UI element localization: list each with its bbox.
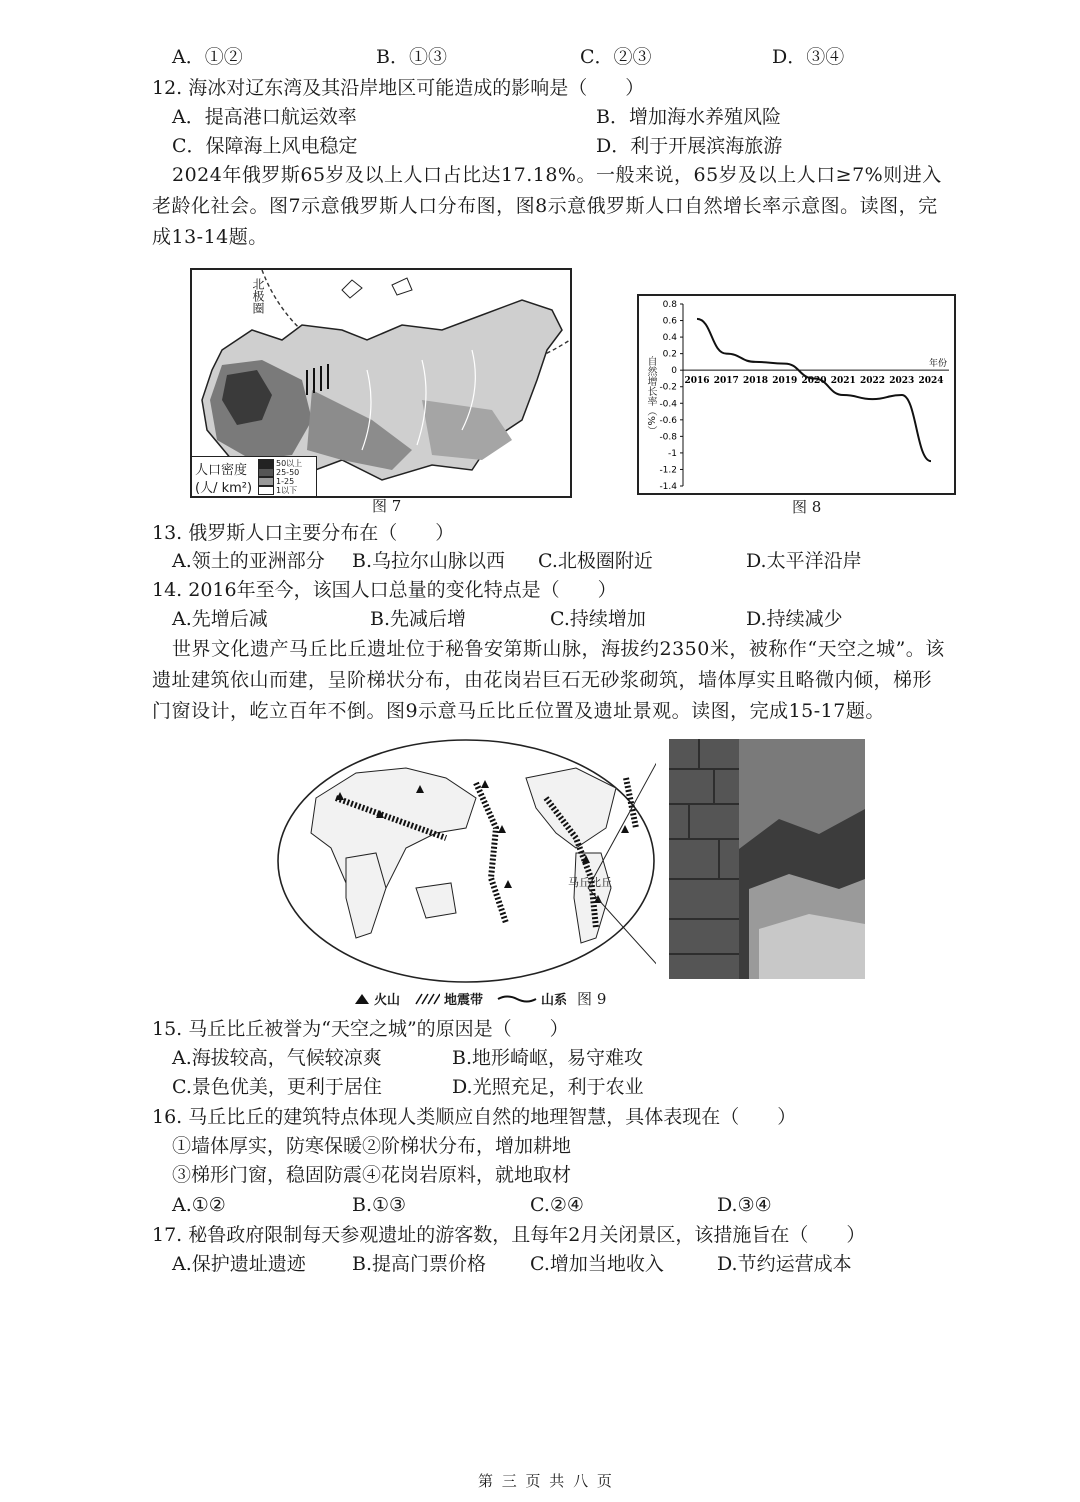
- y-tick-label: -0.2: [659, 382, 677, 393]
- fig7-legend: [192, 456, 317, 497]
- q11-option-d: D．③④: [772, 46, 845, 68]
- y-tick-label: 0: [671, 366, 677, 377]
- x-tick-label: 2024: [918, 376, 944, 387]
- q17-option-a: A.保护遗址遗迹: [172, 1253, 306, 1275]
- intro-13-14: 2024年俄罗斯65岁及以上人口占比达17.18%。一般来说，65岁及以上人口≥7%则进入老龄化社会。图7示意俄罗斯人口分布图，图8示意俄罗斯人口自然增长率示意图。读图，完成13-14题。: [152, 164, 942, 248]
- legend-volcano: 火山: [374, 993, 401, 1008]
- figure-9-world-map: [276, 738, 656, 984]
- figure-7-russia-population-map: [190, 268, 572, 498]
- q15-option-a: A.海拔较高，气候较凉爽: [172, 1047, 382, 1069]
- fig9-legend: [354, 988, 606, 1009]
- q14-option-b: B.先减后增: [370, 608, 467, 630]
- q15-option-b: B.地形崎岖，易守难攻: [452, 1047, 644, 1069]
- q16-statement-line2: ③梯形门窗，稳固防震④花岗岩原料，就地取材: [172, 1164, 572, 1186]
- y-tick-label: 0.4: [662, 333, 677, 344]
- q16-option-c: C.②④: [530, 1194, 584, 1216]
- legend-label: 1以下: [276, 486, 298, 495]
- q12-option-b: B．增加海水养殖风险: [596, 106, 781, 128]
- y-tick-label: -0.4: [659, 399, 677, 410]
- mountain-range-icon: [497, 993, 537, 1005]
- q12-option-c: C．保障海上风电稳定: [172, 135, 358, 157]
- y-tick-label: -1.4: [659, 482, 677, 492]
- figure-8-growth-chart: [637, 294, 956, 495]
- legend-item: [258, 486, 302, 495]
- legend-title: 人口密度: [195, 463, 248, 478]
- legend-label: 50以上: [276, 459, 303, 468]
- q12-option-d: D．利于开展滨海旅游: [596, 135, 783, 157]
- q14-stem: 14. 2016年至今，该国人口总量的变化特点是（ ）: [152, 579, 617, 601]
- legend-item: [258, 468, 302, 477]
- q17-option-d: D.节约运营成本: [717, 1253, 852, 1275]
- q16-option-b: B.①③: [352, 1194, 407, 1216]
- legend-items: [258, 459, 302, 495]
- intro-15-17: 世界文化遗产马丘比丘遗址位于秘鲁安第斯山脉，海拔约2350米，被称作“天空之城”。该遗址建筑依山而建，呈阶梯状分布，由花岗岩巨石无砂浆砌筑，墙体厚实且略微内倾，梯形门窗设计，屹立百年不倒。图9示意马丘比丘位置及遗址景观。读图，完成15-17题。: [152, 638, 945, 722]
- machu-picchu-photo: [669, 739, 865, 979]
- x-tick-label: 2023: [889, 376, 915, 387]
- y-tick-label: 0.2: [662, 349, 677, 360]
- q14-option-d: D.持续减少: [746, 608, 843, 630]
- q16-option-a: A.①②: [172, 1194, 226, 1216]
- page-footer: 第 三 页 共 八 页: [478, 1472, 614, 1490]
- x-tick-label: 2019: [772, 376, 798, 387]
- legend-mountain: 山系: [541, 993, 568, 1008]
- q17-option-b: B.提高门票价格: [352, 1253, 487, 1275]
- seismic-belt-icon: [414, 993, 440, 1005]
- q16-option-d: D.③④: [717, 1194, 772, 1216]
- q11-option-b: B．①③: [376, 46, 447, 68]
- x-tick-label: 2016: [684, 376, 710, 387]
- q16-stem: 16. 马丘比丘的建筑特点体现人类顺应自然的地理智慧，具体表现在（ ）: [152, 1106, 797, 1128]
- volcano-icon: [354, 993, 370, 1005]
- legend-seismic: 地震带: [444, 993, 484, 1008]
- x-tick-label: 2018: [742, 376, 769, 387]
- x-tick-label: 2017: [713, 376, 739, 387]
- y-axis-label: 自然增长率（%）: [645, 356, 656, 436]
- growth-rate-line: [697, 319, 931, 461]
- figure-7-caption: 图 7: [372, 497, 402, 515]
- figure-8-caption: 图 8: [792, 498, 822, 516]
- q15-option-d: D.光照充足，利于农业: [452, 1076, 644, 1098]
- machu-picchu-label: 马丘比丘: [568, 876, 612, 889]
- legend-label: 25-50: [276, 468, 300, 477]
- legend-unit: (人/ km²): [195, 481, 253, 496]
- legend-swatch: [258, 477, 274, 486]
- q11-option-a: A．①②: [172, 46, 243, 68]
- q15-stem: 15. 马丘比丘被誉为“天空之城”的原因是（ ）: [152, 1018, 569, 1040]
- q17-option-c: C.增加当地收入: [530, 1253, 664, 1275]
- q12-stem: 12. 海冰对辽东湾及其沿岸地区可能造成的影响是（ ）: [152, 77, 645, 99]
- y-tick-label: -1: [668, 448, 677, 459]
- legend-swatch: [258, 486, 274, 495]
- q13-option-c: C.北极圈附近: [538, 550, 653, 572]
- x-tick-label: 2021: [830, 376, 856, 387]
- legend-label: 1-25: [276, 477, 295, 486]
- q13-option-a: A.领土的亚洲部分: [172, 550, 325, 572]
- legend-item: [258, 459, 302, 468]
- ruins-photo-graphic: [669, 739, 865, 979]
- y-tick-label: 0.6: [662, 316, 677, 327]
- q13-option-d: D.太平洋沿岸: [746, 550, 862, 572]
- y-tick-label: 0.8: [662, 300, 677, 310]
- y-tick-label: -1.2: [659, 465, 677, 476]
- q17-stem: 17. 秘鲁政府限制每天参观遗址的游客数，且每年2月关闭景区，该措施旨在（ ）: [152, 1224, 866, 1246]
- y-tick-label: -0.8: [659, 432, 677, 443]
- legend-swatch: [258, 468, 274, 477]
- q13-option-b: B.乌拉尔山脉以西: [352, 550, 506, 572]
- arctic-circle-label: 北极圈: [251, 278, 265, 314]
- x-tick-label: 2020: [801, 376, 827, 387]
- q11-option-c: C．②③: [580, 46, 652, 68]
- growth-chart-svg: [639, 296, 954, 493]
- q14-option-a: A.先增后减: [172, 608, 268, 630]
- q16-statement-line1: ①墙体厚实，防寒保暖②阶梯状分布，增加耕地: [172, 1135, 572, 1157]
- figure-9-caption: 图 9: [577, 990, 607, 1008]
- q15-option-c: C.景色优美，更利于居住: [172, 1076, 382, 1098]
- world-map-graphic: [276, 738, 656, 984]
- x-axis-label: 年份: [928, 359, 947, 370]
- q12-option-a: A．提高港口航运效率: [172, 106, 357, 128]
- legend-swatch: [258, 459, 274, 468]
- y-tick-label: -0.6: [659, 415, 677, 426]
- q13-stem: 13. 俄罗斯人口主要分布在（ ）: [152, 522, 455, 544]
- q14-option-c: C.持续增加: [550, 608, 646, 630]
- x-tick-label: 2022: [859, 376, 886, 387]
